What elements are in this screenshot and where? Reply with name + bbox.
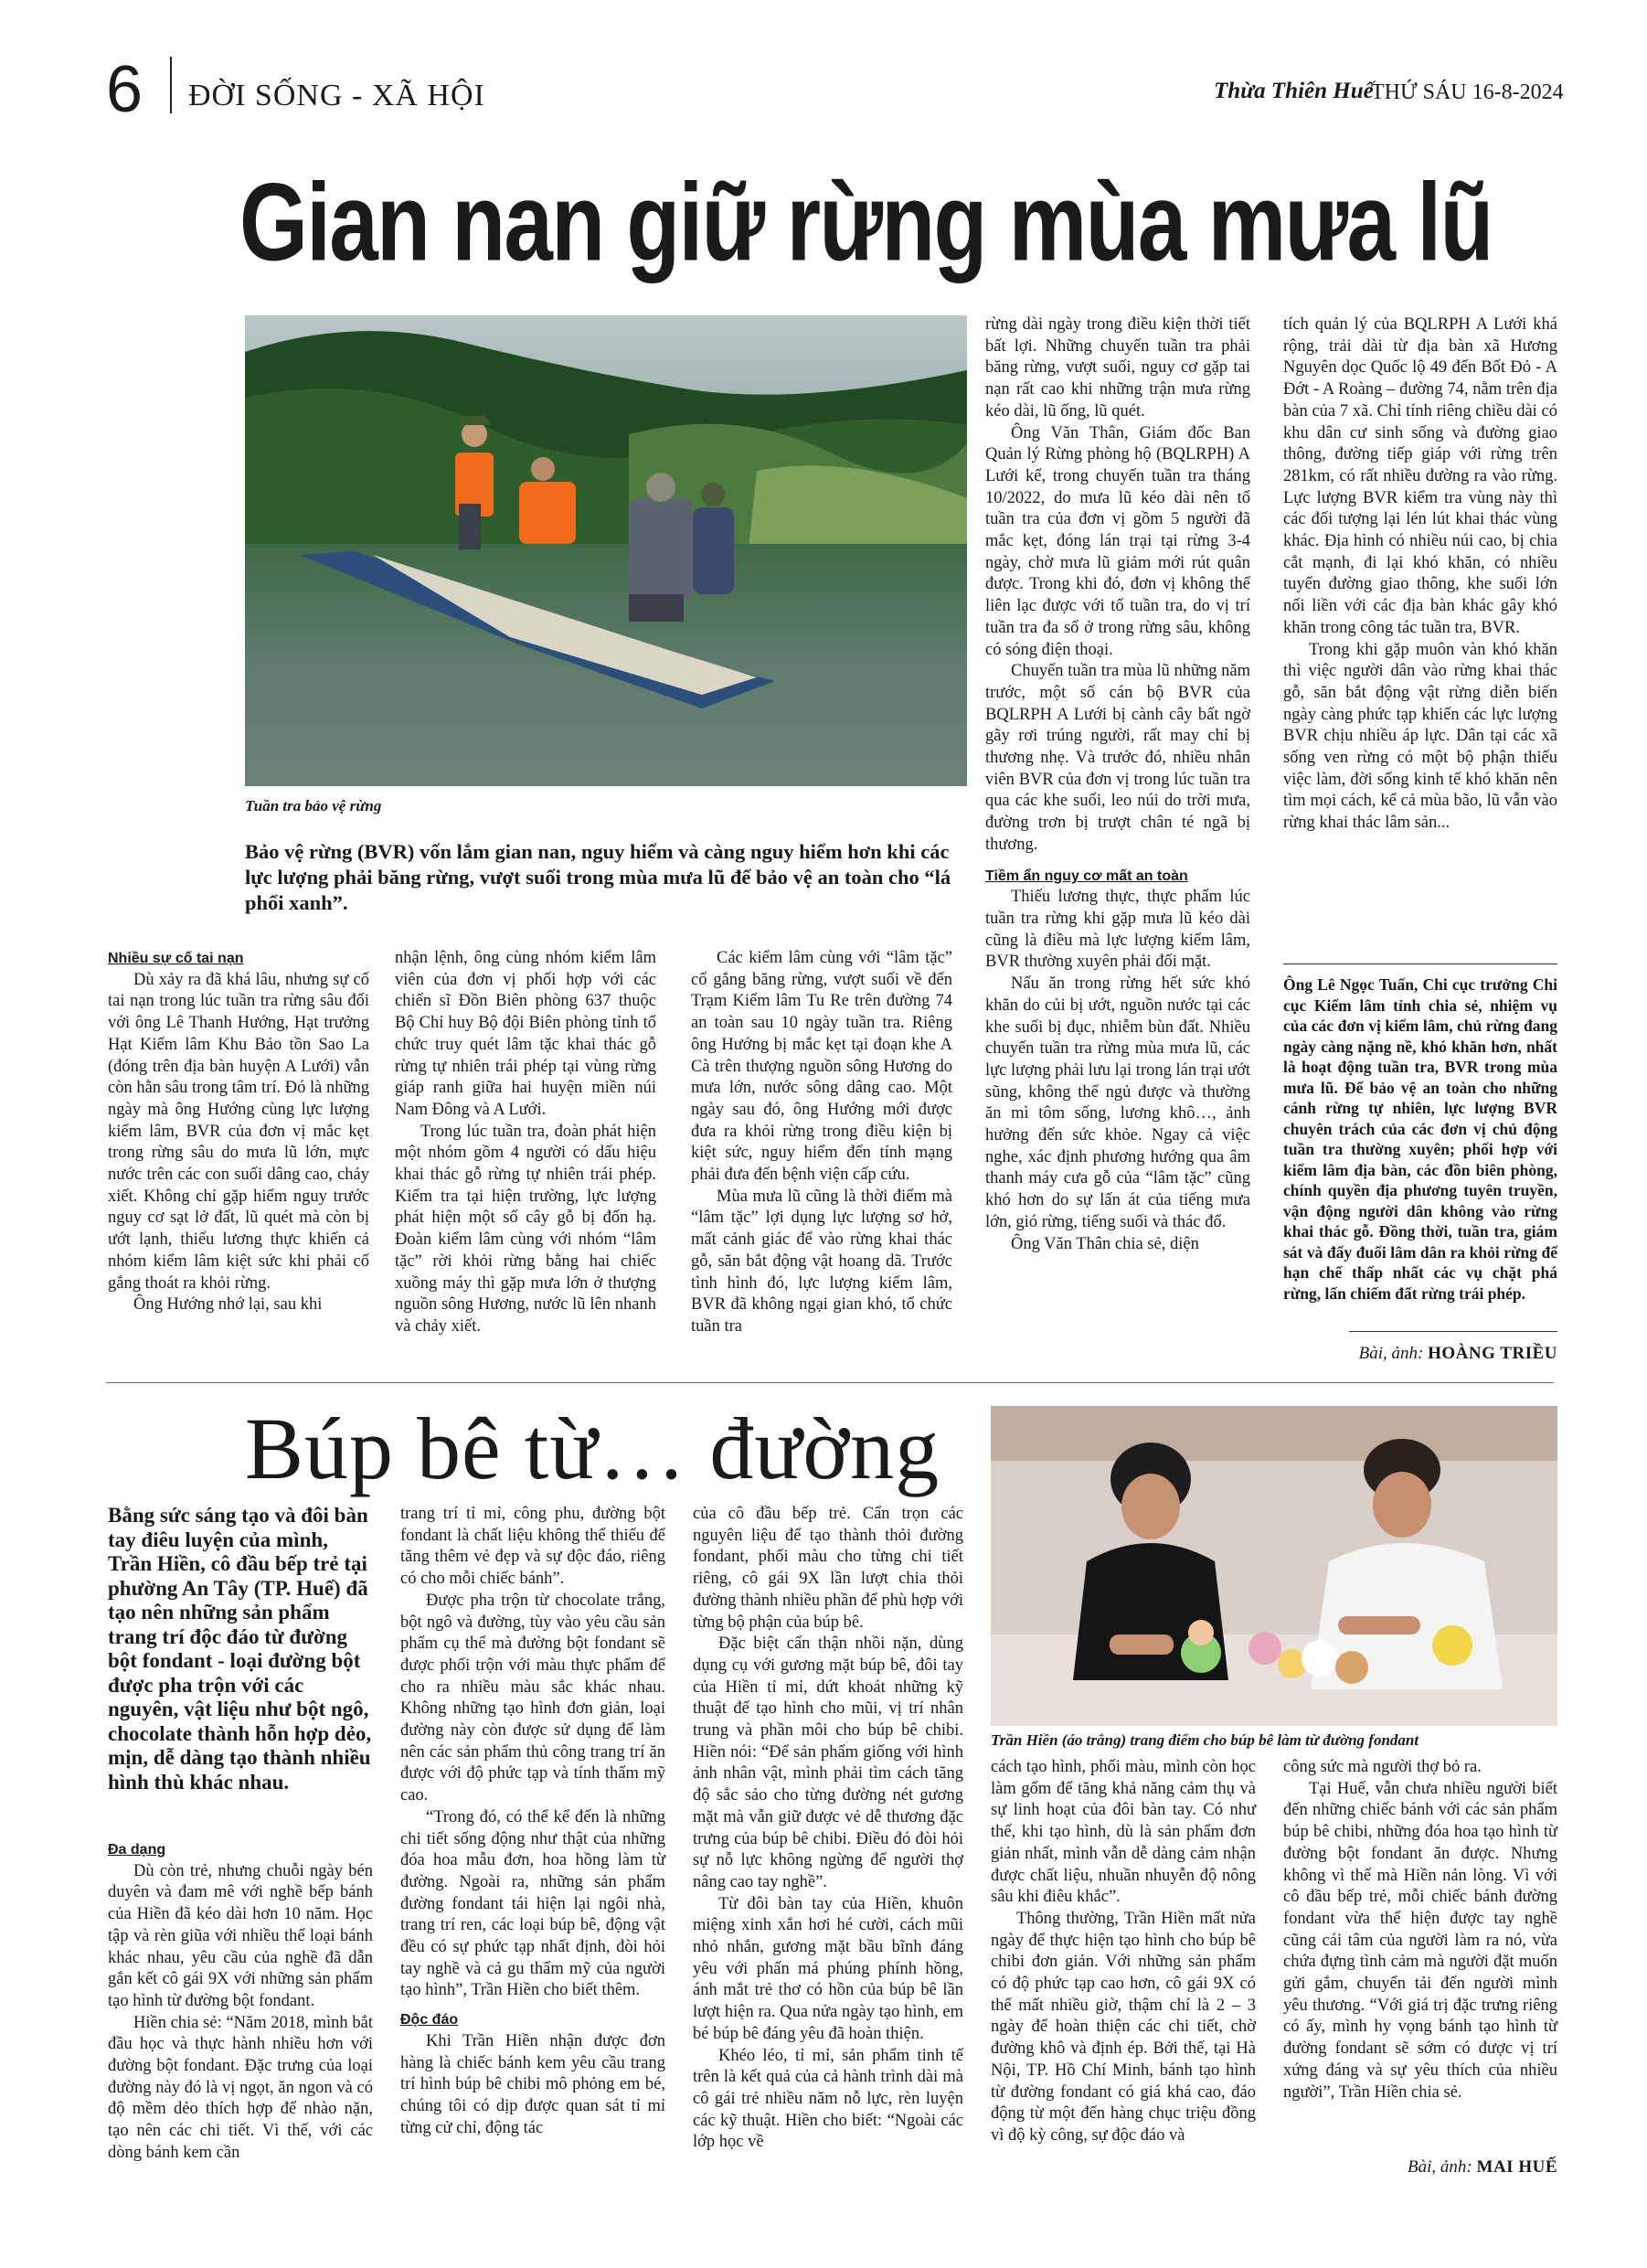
article1-subhead-1: Nhiều sự cố tai nạn xyxy=(108,951,244,966)
article2-subhead-2: Độc đáo xyxy=(400,2012,459,2028)
paragraph: rừng dài ngày trong điều kiện thời tiết bất lợi. Những chuyến tuần tra phải băng rừng, vượt suối, nguy cơ gặp tai nạn rất cao khi những trận mưa rừng kéo dài, lũ ống, lũ quét. xyxy=(985,315,1250,421)
paragraph: Thiếu lương thực, thực phẩm lúc tuần tra rừng khi gặp mưa lũ kéo dài cũng là điều mà lực lượng kiểm lâm, BVR thường xuyên phải đối mặt. xyxy=(985,888,1250,972)
forest-patrol-illustration xyxy=(245,315,967,786)
article1-photo xyxy=(245,315,967,786)
paragraph: cách tạo hình, phối màu, mình còn học làm gốm để tăng khả năng cảm thụ và sự linh hoạt của đôi bàn tay. Có như thế, khi tạo hình, dù là sản phẩm đơn giản nhất, mình vẫn dễ dàng cảm nhận được chất liệu, nhuần nhuyễn độ nông sâu khi điêu khắc”. xyxy=(991,1758,1256,1907)
article1-subhead-2: Tiềm ẩn nguy cơ mất an toàn xyxy=(985,868,1188,884)
article-divider xyxy=(106,1382,1554,1383)
byline-rule xyxy=(1349,1331,1557,1332)
paragraph: tích quản lý của BQLRPH A Lưới khá rộng, trải dài từ địa bàn xã Hương Nguyên dọc Quốc lộ 49 đến Bốt Đỏ - A Đớt - A Roàng – đường 74, nằm trên địa bàn của 7 xã. Chỉ tính riêng chiều dài có khu dân cư sinh sống và đường giao thông, đường tiếp giáp với rừng trên 281km, có rất nhiều đường ra vào rừng. Lực lượng BVR kiểm tra vùng này thì các đối tượng lại lén lút khai thác vùng khác. Địa hình có nhiều núi cao, bị chia cắt mạnh, đi lại khó khăn, có nhiều tuyến đường giao thông, khe suối lớn nối liền với các địa bàn khác gây khó khăn trong công tác tuần tra, BVR. xyxy=(1283,315,1557,637)
paragraph: công sức mà người thợ bỏ ra. xyxy=(1283,1758,1482,1776)
article1-column-5 xyxy=(1283,314,1557,835)
article2-column-2 xyxy=(400,1504,665,2139)
article2-column-4 xyxy=(991,1757,1256,2147)
issue-date: THỨ SÁU 16-8-2024 xyxy=(1371,80,1564,104)
paragraph: Các kiểm lâm cùng với “lâm tặc” cố gắng băng rừng, vượt suối về đến Trạm Kiểm lâm Tu Re trên đường 74 an toàn sau 10 ngày tuần tra. Riêng ông Hướng bị mắc kẹt tại đoạn khe A Cà trên thượng nguồn sông Hương do mưa lớn, nước sông dâng cao. Một ngày sau đó, ông Hướng mới được đưa ra khỏi rừng trong điều kiện bị kiệt sức, nguy hiểm đến tính mạng phải đưa đến bệnh viện cấp cứu. xyxy=(691,949,952,1185)
article1-column-1 xyxy=(108,948,369,1316)
article2-headline: Búp bê từ… đường xyxy=(245,1400,940,1497)
article1-sapo: Bảo vệ rừng (BVR) vốn lắm gian nan, nguy hiểm và càng nguy hiểm hơn khi các lực lượng phải băng rừng, vượt suối trong mùa mưa lũ để bảo vệ an toàn cho “lá phổi xanh”. xyxy=(245,840,951,914)
article2-column-3 xyxy=(693,1504,963,2154)
paragraph: Dù còn trẻ, nhưng chuỗi ngày bén duyên và đam mê với nghề bếp bánh của Hiền đã kéo dài hơn 10 năm. Học tập và rèn giũa với nhiều thể loại bánh khác nhau, yêu cầu của nghề đã dẫn gắn kết cô gái 9X với những sản phẩm tạo hình từ đường bột fondant. xyxy=(108,1861,373,2010)
newspaper-name: Thừa Thiên Huế xyxy=(1214,79,1374,103)
paragraph: Trong khi gặp muôn vàn khó khăn thì việc người dân vào rừng khai thác gỗ, săn bắt động vật rừng diễn biến ngày càng phức tạp khiến các lực lượng BVR chịu nhiều áp lực. Dân tại các xã sống ven rừng có một bộ phận thiếu việc làm, đời sống kinh tế khó khăn nên tìm mọi cách, kể cả mùa bão, lũ vẫn vào rừng khai thác lâm sản... xyxy=(1283,640,1557,833)
paragraph: trang trí tỉ mỉ, công phu, đường bột fondant là chất liệu không thể thiếu để tăng thêm vẻ đẹp và sự độc đáo, riêng có cho mỗi chiếc bánh”. xyxy=(400,1505,665,1589)
article2-column-1 xyxy=(108,1839,373,2165)
article2-subhead-1: Đa dạng xyxy=(108,1842,166,1858)
article2-byline: Bài, ảnh: MAI HUẾ xyxy=(1408,2157,1557,2177)
fondant-doll-illustration xyxy=(991,1406,1557,1726)
paragraph: Thông thường, Trần Hiền mất nửa ngày để thực hiện tạo hình cho búp bê chibi đơn giản. Với những sản phẩm có độ phức tạp cao hơn, cô gái 9X có thể mất nhiều giờ, thậm chí là 2 – 3 ngày để hoàn thiện các chi tiết, chờ đường khô và định ép. Bởi thế, tại Hà Nội, TP. Hồ Chí Minh, bánh tạo hình từ đường fondant có giá khá cao, đáo động từ một đến hàng chục triệu đồng vì độ kỳ công, sự độc đáo và xyxy=(991,1909,1256,2145)
paragraph: Đặc biệt cẩn thận nhồi nặn, dùng dụng cụ với gương mặt búp bê, đôi tay của Hiền tỉ mỉ, dứt khoát những kỹ thuật để tạo hình cho mũi, vị trí nhân trung và phần môi cho búp bê chibi. Hiền nói: “Để sản phẩm giống với hình ảnh nhân vật, mình phải tìm cách tăng độ sắc sảo cho từng đường nét gương mặt mà vẫn giữ được vẻ dễ thương đặc trưng của búp bê chibi. Điều đó đòi hỏi sự nỗ lực không ngừng để người thợ nâng cao tay nghề”. xyxy=(693,1634,963,1891)
paragraph: của cô đầu bếp trẻ. Cẩn trọn các nguyên liệu để tạo thành thỏi đường fondant, phối màu cho từng chi tiết riêng, cô gái 9X lần lượt chia thỏi đường thành nhiều phần để phù hợp với từng bộ phận của búp bê. xyxy=(693,1505,963,1632)
paragraph: Hiền chia sẻ: “Năm 2018, mình bắt đầu học và thực hành nhiều hơn với đường bột fondant. Đặc trưng của loại đường này đó là vị ngọt, ăn ngon và có độ mềm dẻo thích hợp để nhào nặn, tạo nên các chi tiết. Vì thế, với các dòng bánh kem cần xyxy=(108,2013,373,2162)
paragraph: Mùa mưa lũ cũng là thời điểm mà “lâm tặc” lợi dụng lực lượng sơ hở, mất cảnh giác để vào rừng khai thác gỗ, săn bắt động vật hoang dã. Trước tình hình đó, lực lượng kiểm lâm, BVR đã không ngại gian khó, tổ chức tuần tra xyxy=(691,1187,952,1336)
paragraph: Tại Huế, vẫn chưa nhiều người biết đến những chiếc bánh với các sản phẩm búp bê chibi, những đóa hoa tạo hình từ đường bột fondant ăn được. Nhưng không vì thế mà Hiền nản lòng. Vì với cô đầu bếp trẻ, mỗi chiếc bánh đường fondant vừa thể hiện được tay nghề cũng cái tâm của người làm ra nó, vừa chứa đựng tình cảm mà người đặt muốn gửi gắm, chuyển tải đến người mình yêu thương. “Với giá trị đặc trưng riêng có ấy, mình hy vọng bánh tạo hình từ đường fondant sẽ sớm có được vị trí xứng đáng và sự yêu thích của nhiều người”, Trần Hiền chia sẻ. xyxy=(1283,1779,1557,2102)
article1-photo-caption: Tuần tra bảo vệ rừng xyxy=(245,797,382,815)
article1-column-4 xyxy=(985,314,1250,1255)
article2-column-5 xyxy=(1283,1757,1557,2103)
header-divider xyxy=(170,57,172,113)
paragraph: Ông Hướng nhớ lại, sau khi xyxy=(133,1295,323,1315)
paragraph: Ông Văn Thân, Giám đốc Ban Quản lý Rừng phòng hộ (BQLRPH) A Lưới kể, trong chuyến tuần tra tháng 10/2022, do mưa lũ kéo dài nên tổ tuần tra của đơn vị gồm 5 người đã mắc kẹt, đóng lán trại tại rừng 3-4 ngày, chờ mưa lũ giảm mới rút quân được. Trong khi đó, đơn vị không thể liên lạc được với tổ tuần tra, do vị trí tuần tra đa số ở trong rừng sâu, không có sóng điện thoại. xyxy=(985,423,1250,659)
paragraph: “Trong đó, có thể kể đến là những chi tiết sống động như thật của những đóa hoa mẫu đơn, hoa hồng làm từ đường. Ngoài ra, những sản phẩm đường fondant tái hiện lại ngôi nhà, trang trí ren, các loại búp bê, động vật đều có sự phức tạp nhất định, đòi hỏi tay nghề và cả gu thẩm mỹ của người tạo hình”, Trần Hiền cho biết thêm. xyxy=(400,1807,665,2000)
article2-sapo: Bằng sức sáng tạo và đôi bàn tay điêu luyện của mình, Trần Hiền, cô đầu bếp trẻ tại phường An Tây (TP. Huế) đã tạo nên những sản phẩm trang trí độc đáo từ đường bột fondant - loại đường bột được pha trộn với các nguyên, vật liệu như bột ngô, chocolate thành hỗn hợp dẻo, mịn, dễ dàng tạo thành nhiều hình thù khác nhau. xyxy=(108,1504,372,1794)
page-number: 6 xyxy=(106,53,143,126)
article1-column-2 xyxy=(395,948,656,1338)
paragraph: Chuyến tuần tra mùa lũ những năm trước, một số cán bộ BVR của BQLRPH A Lưới bị cành cây bất ngờ gãy rơi trúng người, rất may chỉ bị thương nhẹ. Và trước đó, nhiều nhân viên BVR của đơn vị trong lúc tuần tra qua các khe suối, leo núi do trời mưa, đường trơn bị trượt chân té ngã bị thương. xyxy=(985,662,1250,854)
article2-photo xyxy=(991,1406,1557,1726)
paragraph: Khi Trần Hiền nhận được đơn hàng là chiếc bánh kem yêu cầu trang trí hình búp bê chibi mô phỏng em bé, chúng tôi có dịp được quan sát tỉ mỉ từng cử chỉ, động tác xyxy=(400,2031,665,2137)
paragraph: Từ đôi bàn tay của Hiền, khuôn miệng xinh xắn hơi hé cười, cách mũi nhỏ nhắn, gương mặt bầu bĩnh đáng yêu với phấn má phúng phính hồng, ánh mắt trẻ thơ có hồn của búp bê lần lượt hiện ra. Qua nửa ngày tạo hình, em bé búp bê đáng yêu đã hoàn thiện. xyxy=(693,1894,963,2043)
paragraph: Trong lúc tuần tra, đoàn phát hiện một nhóm gồm 4 người có dấu hiệu khai thác gỗ rừng tự nhiên trái phép. Kiểm tra tại hiện trường, lực lượng phát hiện một số cây gỗ bị đốn hạ. Đoàn kiểm lâm cùng với nhóm “lâm tặc” rời khỏi rừng bằng hai chiếc xuồng máy thì gặp mưa lớn ở thượng nguồn sông Hương, nước lũ lên nhanh và chảy xiết. xyxy=(395,1122,656,1336)
section-title: ĐỜI SỐNG - XÃ HỘI xyxy=(188,79,485,112)
paragraph: Nấu ăn trong rừng hết sức khó khăn do củi bị ướt, nguồn nước tại các khe suối bị đục, nhiễm bùn đất. Nhiều chuyến tuần tra rừng mùa mưa lũ, các lực lượng phải lưu lại trong lán trại ướt sũng, không thể ngủ được và thường ăn mì tôm sống, lương khô…, ảnh hưởng đến sức khỏe. Ngay cả việc nghe, xác định phương hướng qua âm thanh máy cưa gỗ của “lâm tặc” cũng khó hơn do sự lấn át của tiếng mưa lớn, gió rừng, tiếng suối và thác đổ. xyxy=(985,974,1250,1231)
paragraph: Dù xảy ra đã khá lâu, nhưng sự cố tai nạn trong lúc tuần tra rừng sâu đối với ông Lê Thanh Hướng, Hạt trưởng Hạt Kiểm lâm Khu Bảo tồn Sao La (đóng trên địa bàn huyện A Lưới) vẫn còn hằn sâu trong tâm trí. Đó là những ngày mà ông Hướng cùng lực lượng kiểm lâm, BVR của đơn vị mắc kẹt trong rừng sâu do mưa lũ lớn, mực nước trên các con suối dâng cao, chảy xiết. Không chỉ gặp hiểm nguy trước nguy cơ sạt lở đất, lũ quét mà còn bị ướt lạnh, thiếu lương thực khiến cả nhóm kiểm lâm kiệt sức khi phải cố gắng thoát ra khỏi rừng. xyxy=(108,970,369,1293)
article1-byline: Bài, ảnh: HOÀNG TRIỀU xyxy=(1358,1344,1557,1363)
article1-headline: Gian nan giữ rừng mùa mưa lũ xyxy=(239,160,1493,284)
paragraph: Khéo léo, tỉ mỉ, sản phẩm tinh tế trên là kết quả của cả hành trình dài mà cô gái trẻ nhiều năm nỗ lực, rèn luyện các kỹ thuật. Hiền cho biết: “Ngoài các lớp học về xyxy=(693,2046,963,2152)
paragraph: Ông Văn Thân chia sẻ, diện xyxy=(1011,1234,1199,1253)
article2-photo-caption: Trần Hiền (áo trắng) trang điểm cho búp bê làm từ đường fondant xyxy=(991,1731,1419,1749)
article1-column-3 xyxy=(691,948,952,1338)
article1-quote-box: Ông Lê Ngọc Tuấn, Chi cục trưởng Chi cục Kiểm lâm tỉnh chia sẻ, nhiệm vụ của các đơn vị kiểm lâm, chủ rừng đang ngày càng nặng nề, khó khăn hơn, nhất là hoạt động tuần tra, BVR trong mùa mưa lũ. Để bảo vệ an toàn cho những cánh rừng tự nhiên, lực lượng BVR chuyên trách của các đơn vị chủ động tuần tra thường xuyên; phối hợp với kiểm lâm địa bàn, các đồn biên phòng, chính quyền địa phương tuyên truyền, vận động người dân không vào rừng khai thác gỗ. Đồng thời, tuần tra, giám sát và đẩy đuổi lâm dân ra khỏi rừng để hạn chế thấp nhất các vụ chặt phá rừng, lấn chiếm đất rừng trái phép. xyxy=(1283,975,1557,1303)
paragraph: Được pha trộn từ chocolate trắng, bột ngô và đường, tùy vào yêu cầu sản phẩm cụ thể mà đường bột fondant sẽ được phối trộn với màu thực phẩm để cho ra nhiều màu sắc khác nhau. Không những tạo hình đơn giản, loại đường này còn được sử dụng để làm nên các sản phẩm thủ công trang trí ăn được với độ phức tạp và tính thẩm mỹ cao. xyxy=(400,1591,665,1805)
paragraph: nhận lệnh, ông cùng nhóm kiểm lâm viên của đơn vị phối hợp với các chiến sĩ Đồn Biên phòng 637 thuộc Bộ Chỉ huy Bộ đội Biên phòng tỉnh tổ chức truy quét lâm tặc khai thác gỗ rừng tự nhiên trái phép tại vùng rừng giáp ranh giữa hai huyện miền núi Nam Đông và A Lưới. xyxy=(395,949,656,1119)
